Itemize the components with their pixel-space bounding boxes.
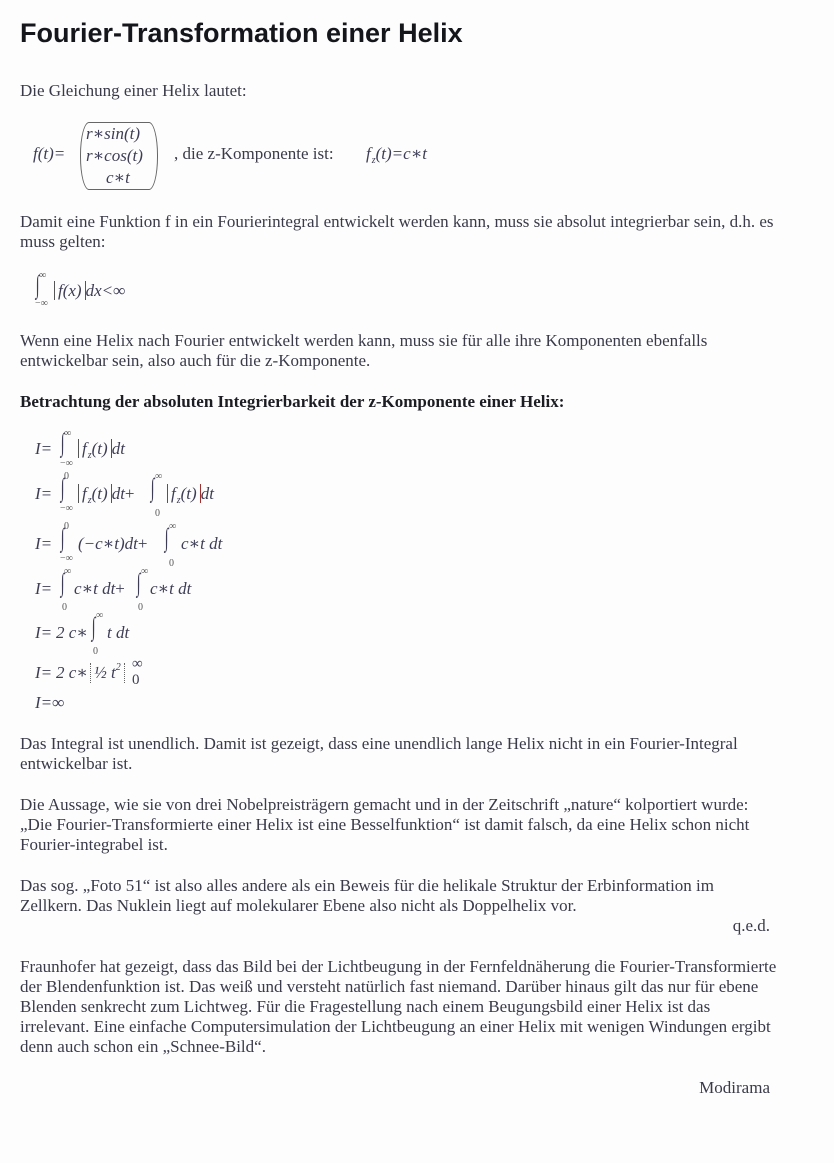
foto-51-text: Das sog. „Foto 51“ ist also alles andere als ein Beweis für die helikale Struktur der Erbinformation im Zellkern. Das Nuklein liegt auf molekularer Ebene also nicht als Doppelhelix vor. [20, 876, 714, 915]
integral-icon: ∫ [136, 568, 141, 597]
integral-icon: ∫ [35, 270, 40, 299]
lower-limit: −∞ [35, 298, 48, 309]
integral-icon: ∫ [60, 568, 65, 597]
component-text: Wenn eine Helix nach Fourier entwickelt werden kann, muss sie für alle ihre Komponenten ebenfalls entwickelbar sein, also auch für die z-Komponente. [20, 331, 708, 370]
integral-icon: ∫ [164, 523, 169, 552]
vector-row-3: c∗t [106, 168, 130, 187]
integral-icon: ∫ [60, 523, 65, 552]
integrand: f(x) [54, 281, 86, 300]
helix-equation [20, 118, 780, 192]
derivation: I= ∞ ∫ −∞ $f_z(t)$ dt I= 0 ∫ −∞ $f_z(t)$ dt+ ∞ ∫ 0 $f_z(t)$ dt I= 0 ∫ −∞ (−c∗t)dt+ ∞ ∫ 0 c∗t dt I= ∞ ∫ 0 c∗t dt+ ∞ ∫ 0 c∗t dt I= 2 c∗ ∞ ∫ 0 t dt I= 2 c∗ ½ $t^2$ ∞ 0 I=∞ [35, 428, 223, 712]
derivation-line-7: I=∞ [35, 693, 65, 712]
section-heading: Betrachtung der absoluten Integrierbarkeit der z-Komponente einer Helix: [20, 392, 565, 411]
integral-icon: ∫ [91, 612, 96, 641]
page-title: Fourier-Transformation einer Helix [20, 18, 463, 48]
condition-equation [20, 270, 780, 310]
nature-text: Die Aussage, wie sie von drei Nobelpreisträgern gemacht und in der Zeitschrift „nature“ kolportiert wurde: „Die Fourier-Transformierte einer Helix ist eine Besselfunktion“ ist damit falsch, da eine Helix schon nicht Fourier-integrabel ist. [20, 795, 750, 854]
fraunhofer-text: Fraunhofer hat gezeigt, dass das Bild bei der Lichtbeugung in der Fernfeldnäherung die Fourier-Transformierte der Blendenfunktion ist. Das weiß und versteht natürlich fast niemand. Darüber hinaus gilt das nur für ebene Blenden senkrecht zum Lichtweg. Für die Fragestellung nach einem Beugungsbild einer Helix ist das irrelevant. Eine einfache Computersimulation der Lichtbeugung an einer Helix mit wenigen Windungen ergibt denn auch schon ein „Schnee-Bild“. [20, 957, 777, 1056]
intro-text: Die Gleichung einer Helix lautet: [20, 81, 247, 100]
integral-icon: ∫ [60, 428, 65, 457]
helix-connector: , die z-Komponente ist: [174, 144, 334, 163]
vector-row-2: r∗cos(t) [86, 146, 143, 165]
signature: Modirama [699, 1078, 770, 1097]
integral-icon: ∫ [150, 473, 155, 502]
helix-lhs: f(t)= [33, 144, 66, 163]
condition-text: Damit eine Funktion f in ein Fourierintegral entwickelt werden kann, muss sie absolut integrierbar sein, d.h. es muss gelten: [20, 212, 774, 251]
integral-tail: dx<∞ [85, 281, 126, 300]
integral-icon: ∫ [60, 473, 65, 502]
upper-limit: ∞ [39, 270, 47, 281]
vector-row-1: r∗sin(t) [86, 124, 141, 143]
conclusion-text: Das Integral ist unendlich. Damit ist gezeigt, dass eine unendlich lange Helix nicht in ein Fourier-Integral entwickelbar ist. [20, 734, 738, 773]
z-component-equation: $f_z(t)=c∗t$ [366, 144, 427, 166]
qed-label: q.e.d. [732, 916, 770, 935]
